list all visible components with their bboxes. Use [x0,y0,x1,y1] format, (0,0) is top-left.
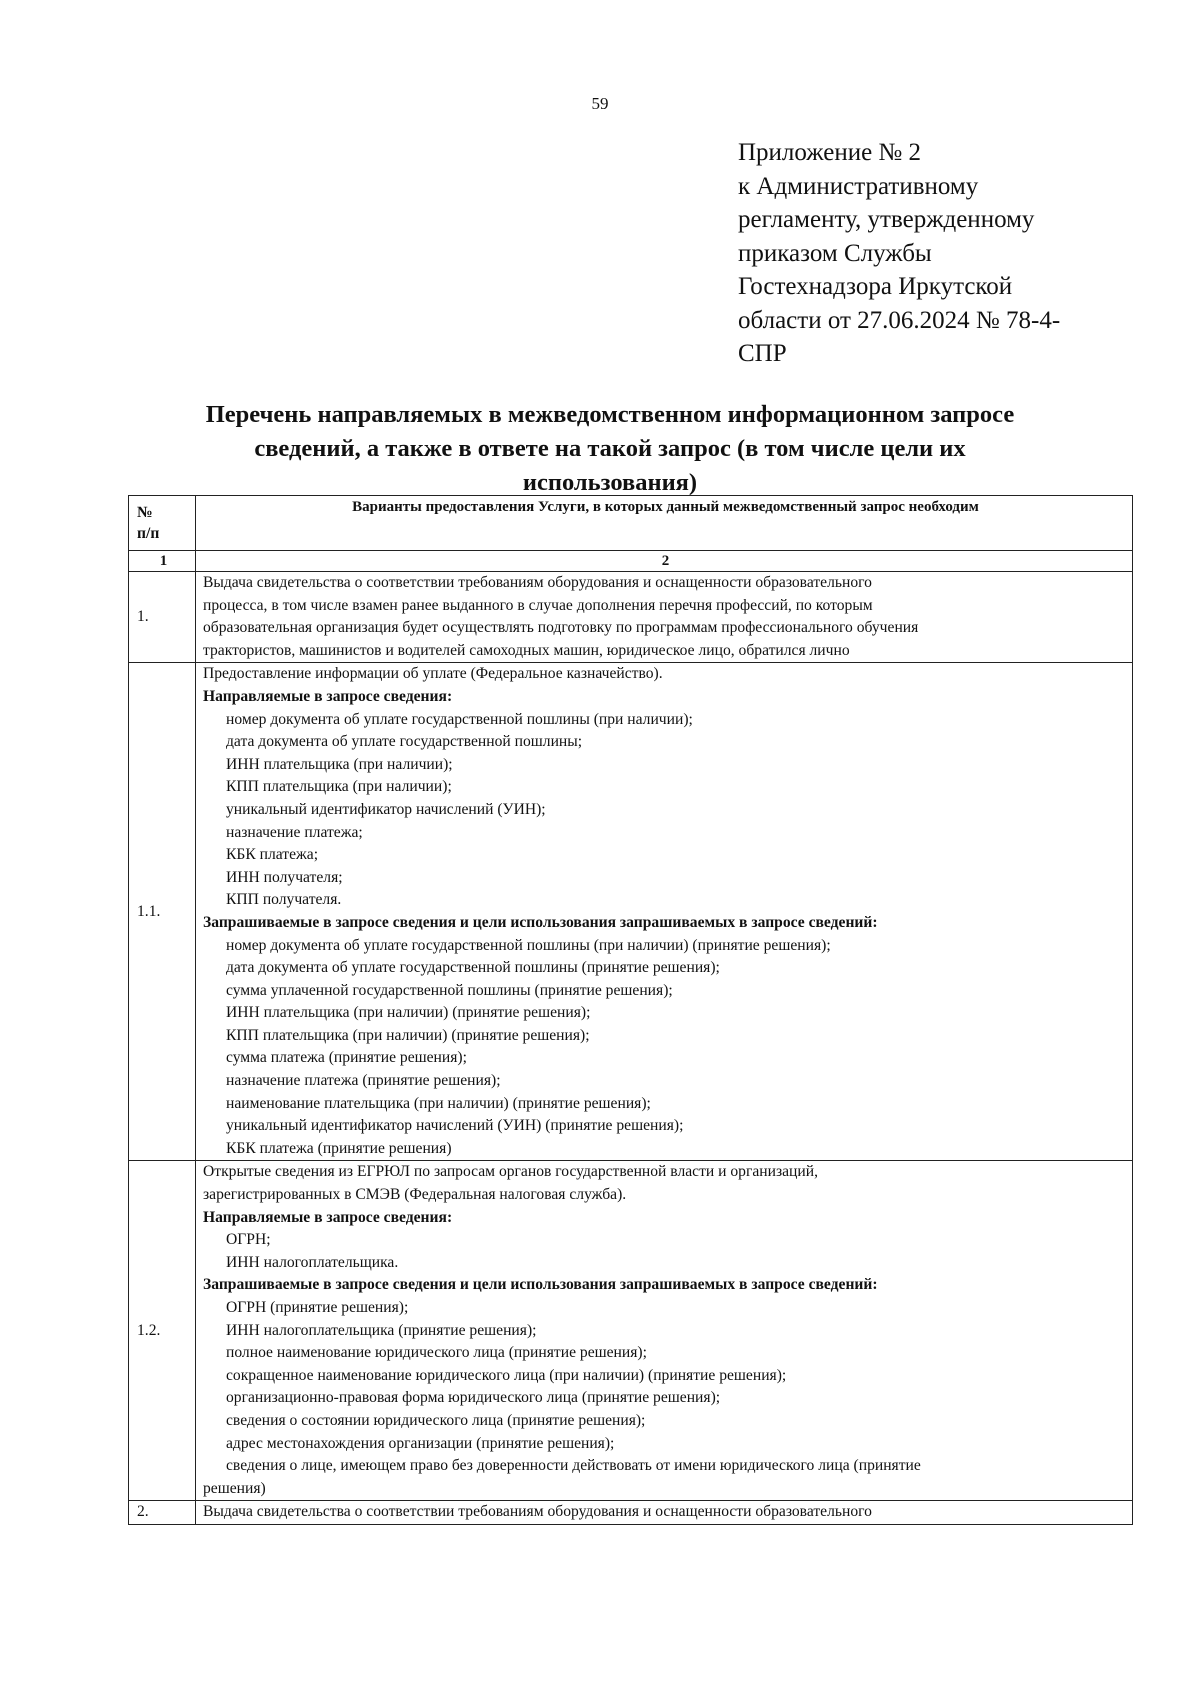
row-number: 1.1. [129,663,196,1161]
list-item: наименование плательщика (при наличии) (принятие решения); [226,1094,651,1112]
list-item: дата документа об уплате государственной пошлины (принятие решения); [226,959,720,977]
title-line: Перечень направляемых в межведомственном информационном запросе [205,401,1015,428]
table-row [129,663,1133,1161]
list-item: сокращенное наименование юридического лица (при наличии) (принятие решения); [226,1366,787,1384]
table-row [129,572,1133,663]
row-intro: Открытые сведения из ЕГРЮЛ по запросам органов государственной власти и организаций, [203,1163,818,1181]
text-line: процесса, в том числе взамен ранее выданного в случае дополнения перечня профессий, по которым [203,596,873,614]
list-item: сведения о состоянии юридического лица (принятие решения); [226,1411,646,1429]
req-heading: Запрашиваемые в запросе сведения и цели использования запрашиваемых в запросе сведений: [203,913,878,931]
requests-table [128,495,1133,1525]
list-item: организационно-правовая форма юридического лица (принятие решения); [226,1389,721,1407]
row-number: 2. [129,1501,196,1525]
list-item: уникальный идентификатор начислений (УИН); [226,800,546,818]
text-line: трактористов, машинистов и водителей самоходных машин, юридическое лицо, обратился лично [203,641,850,659]
table-row [129,1161,1133,1501]
list-item: уникальный идентификатор начислений (УИН) (принятие решения); [226,1117,684,1135]
index-cell: 1 [129,551,196,572]
header-text-cell: Варианты предоставления Услуги, в которых данный межведомственный запрос необходим [196,496,1133,551]
appendix-line: Приложение № 2 [738,139,922,166]
header-num-line: п/п [137,525,160,542]
row-intro: зарегистрированных в СМЭВ (Федеральная налоговая служба). [203,1186,627,1204]
list-item: адрес местонахождения организации (принятие решения); [226,1434,615,1452]
list-item: ИНН плательщика (при наличии); [226,755,453,773]
row-number: 1.2. [129,1161,196,1501]
appendix-block [738,136,1138,371]
list-item: КБК платежа; [226,846,319,864]
table-header-row [129,496,1133,551]
row-content [196,1161,1133,1501]
list-item: ИНН налогоплательщика (принятие решения); [226,1321,537,1339]
text-line: образовательная организация будет осуществлять подготовку по программам профессионального обучения [203,619,919,637]
index-cell: 2 [196,551,1133,572]
list-item: назначение платежа (принятие решения); [226,1072,501,1090]
list-item: КПП плательщика (при наличии); [226,778,452,796]
text-line: Выдача свидетельства о соответствии требованиям оборудования и оснащенности образовательного [203,574,872,591]
list-item: номер документа об уплате государственной пошлины (при наличии); [226,710,693,728]
list-item: дата документа об уплате государственной пошлины; [226,733,583,751]
appendix-line: СПР [738,340,787,367]
sent-heading: Направляемые в запросе сведения: [203,1208,453,1226]
list-item: сумма уплаченной государственной пошлины (принятие решения); [226,981,673,999]
list-item: сведения о лице, имеющем право без доверенности действовать от имени юридического лица (принятие [226,1457,921,1475]
list-item: ИНН получателя; [226,868,343,886]
title-line: использования) [522,469,698,496]
table-index-row [129,551,1133,572]
sent-heading: Направляемые в запросе сведения: [203,687,453,705]
list-item: КПП плательщика (при наличии) (принятие решения); [226,1026,590,1044]
list-item: КБК платежа (принятие решения) [226,1139,452,1157]
appendix-line: области от 27.06.2024 № 78-4- [738,306,1061,334]
list-item: назначение платежа; [226,823,363,841]
title-line: сведений, а также в ответе на такой запрос (в том числе цели их [254,435,966,462]
list-item: ИНН плательщика (при наличии) (принятие решения); [226,1004,591,1022]
list-item: сумма платежа (принятие решения); [226,1049,467,1067]
document-title [140,398,1080,500]
list-item: КПП получателя. [226,891,342,909]
row-intro: Предоставление информации об уплате (Федеральное казначейство). [203,665,663,683]
row-content [196,663,1133,1161]
list-item-continuation: решения) [203,1479,266,1497]
list-item: полное наименование юридического лица (принятие решения); [226,1344,647,1362]
row-content [196,1501,1133,1525]
appendix-line: приказом Службы [738,239,932,267]
header-num-line: № [137,504,153,521]
table-row [129,1501,1133,1525]
text-line: Выдача свидетельства о соответствии требованиям оборудования и оснащенности образовательного [203,1503,872,1521]
req-heading: Запрашиваемые в запросе сведения и цели использования запрашиваемых в запросе сведений: [203,1276,878,1294]
appendix-line: регламенту, утвержденному [738,206,1035,233]
appendix-line: к Административному [738,172,979,200]
appendix-line: Гостехнадзора Иркутской [738,273,1013,300]
list-item: ИНН налогоплательщика. [226,1253,399,1271]
row-number: 1. [129,572,196,663]
list-item: ОГРН (принятие решения); [226,1299,409,1316]
header-num-cell [129,496,196,551]
page-number: 59 [591,94,609,113]
list-item: номер документа об уплате государственной пошлины (при наличии) (принятие решения); [226,936,831,954]
row-content [196,572,1133,663]
list-item: ОГРН; [226,1231,271,1249]
